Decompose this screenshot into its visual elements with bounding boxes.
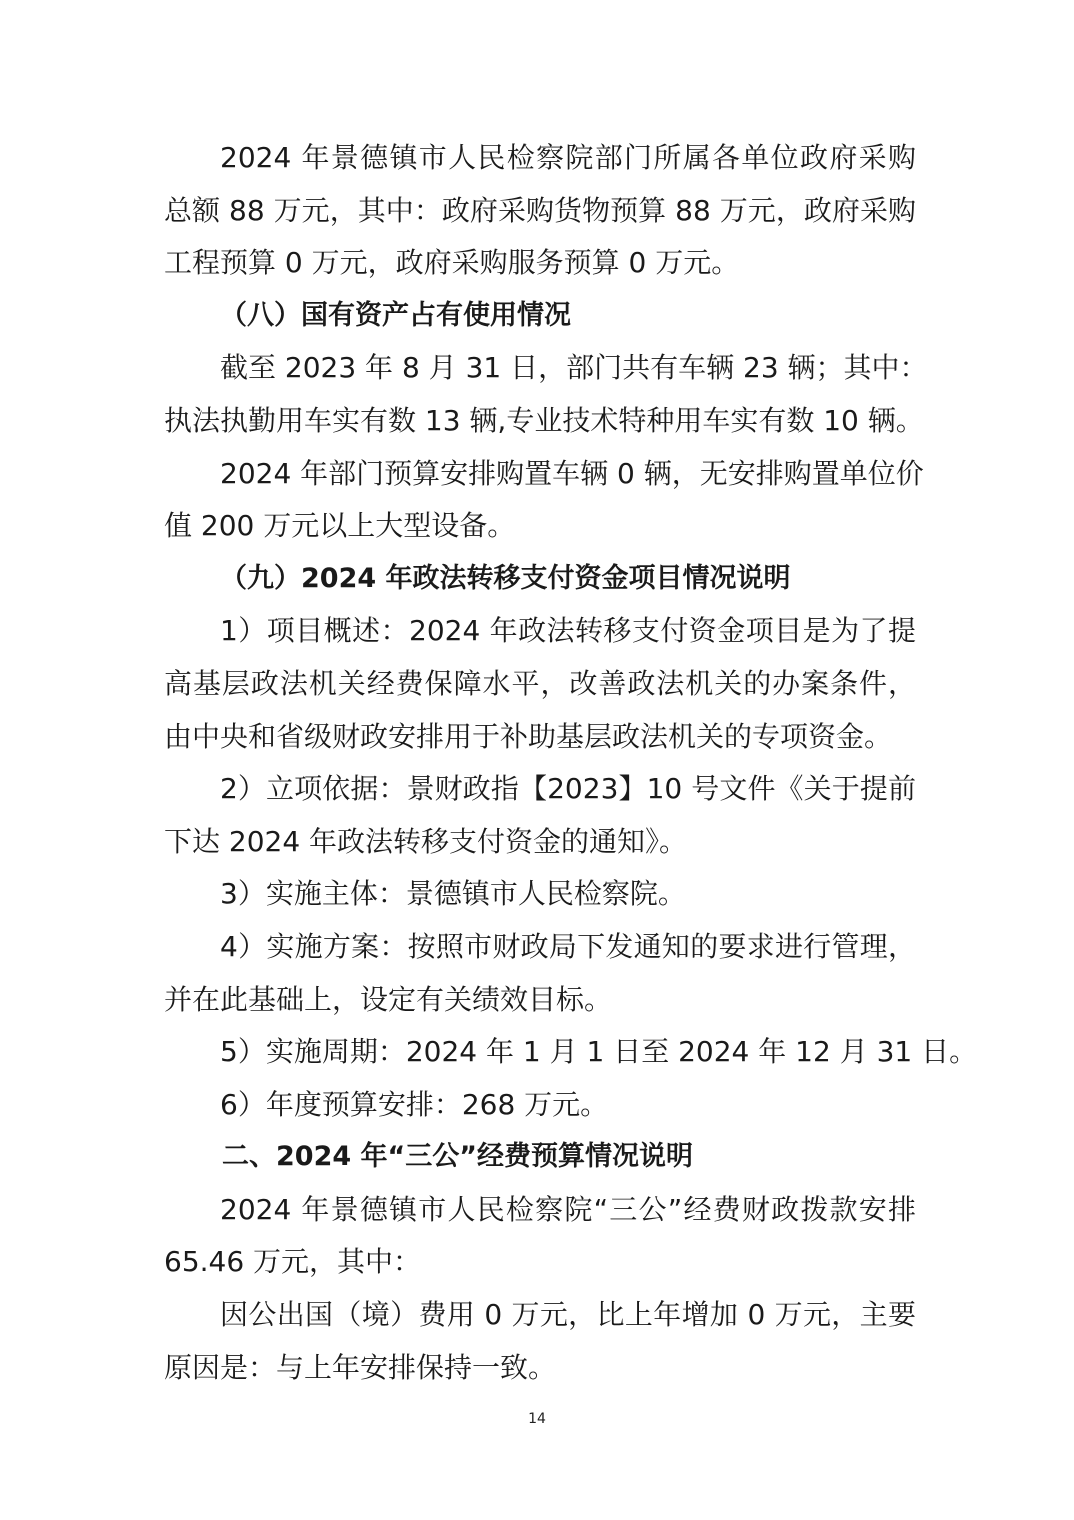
- text-line: 1）项目概述：2024 年政法转移支付资金项目是为了提: [220, 614, 916, 648]
- text-line: 6）年度预算安排：268 万元。: [220, 1087, 609, 1121]
- text-line: 截至 2023 年 8 月 31 日，部门共有车辆 23 辆；其中：: [220, 351, 928, 385]
- text-line: 执法执勤用车实有数 13 辆,专业技术特种用车实有数 10 辆。: [164, 403, 924, 437]
- text-line: 因公出国（境）费用 0 万元，比上年增加 0 万元，主要: [220, 1298, 916, 1332]
- section-heading: 二、2024 年“三公”经费预算情况说明: [222, 1141, 694, 1173]
- text-line: 由中央和省级财政安排用于补助基层政法机关的专项资金。: [164, 719, 893, 753]
- text-line: 2024 年景德镇市人民检察院“三公”经费财政拨款安排: [220, 1192, 916, 1226]
- text-line: 值 200 万元以上大型设备。: [164, 509, 516, 543]
- text-line: 2）立项依据：景财政指【2023】10 号文件《关于提前: [220, 772, 916, 806]
- text-line: 并在此基础上，设定有关绩效目标。: [164, 982, 613, 1016]
- page-number: 14: [528, 1411, 546, 1427]
- text-line: 工程预算 0 万元，政府采购服务预算 0 万元。: [164, 246, 740, 280]
- text-line: 3）实施主体：景德镇市人民检察院。: [220, 877, 686, 911]
- document-body: [164, 132, 978, 1394]
- text-line: 4）实施方案：按照市财政局下发通知的要求进行管理，: [220, 929, 916, 963]
- section-heading: （八）国有资产占有使用情况: [220, 299, 571, 331]
- text-line: 2024 年部门预算安排购置车辆 0 辆，无安排购置单位价: [220, 456, 924, 490]
- text-line: 65.46 万元，其中：: [164, 1245, 422, 1279]
- text-line: 高基层政法机关经费保障水平，改善政法机关的办案条件，: [164, 666, 916, 700]
- text-line: 2024 年景德镇市人民检察院部门所属各单位政府采购: [220, 141, 916, 174]
- text-line: 下达 2024 年政法转移支付资金的通知》。: [164, 824, 688, 858]
- section-heading: （九）2024 年政法转移支付资金项目情况说明: [220, 562, 791, 594]
- text-line: 原因是：与上年安排保持一致。: [164, 1350, 557, 1384]
- text-line: 总额 88 万元，其中：政府采购货物预算 88 万元，政府采购: [164, 193, 916, 227]
- text-line: 5）实施周期：2024 年 1 月 1 日至 2024 年 12 月 31 日。: [220, 1035, 978, 1069]
